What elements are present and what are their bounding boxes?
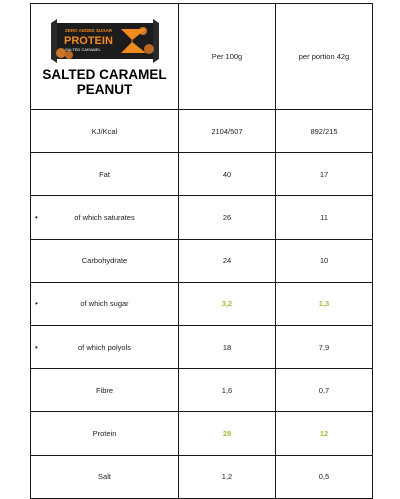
value-per-100g: 26 <box>179 196 276 239</box>
table-row <box>31 325 373 368</box>
value-per-portion: 1,3 <box>276 282 373 325</box>
table-row <box>31 153 373 196</box>
value-per-100g: 28 <box>179 412 276 455</box>
table-row <box>31 196 373 239</box>
row-label: Carbohydrate <box>31 239 179 282</box>
pack-sub-text: SALTED CARAMEL <box>64 46 101 52</box>
value-per-portion: 7,9 <box>276 325 373 368</box>
value-per-100g: 40 <box>179 153 276 196</box>
row-label: KJ/Kcal <box>31 110 179 153</box>
value-per-portion: 0,5 <box>276 455 373 498</box>
column-header-per-100g: Per 100g <box>179 4 276 110</box>
value-per-portion: 892/215 <box>276 110 373 153</box>
pack-main-text: PROTEIN <box>63 34 113 47</box>
row-label: Fibre <box>31 369 179 412</box>
table-row <box>31 110 373 153</box>
table-row <box>31 369 373 412</box>
table-row <box>31 412 373 455</box>
table-row <box>31 282 373 325</box>
pack-top-text: ZERO ADDED SUGAR <box>64 27 112 33</box>
column-header-per-portion: per portion 42g <box>276 4 373 110</box>
protein-bar-image <box>51 19 159 63</box>
value-per-100g: 2104/507 <box>179 110 276 153</box>
row-label: Protein <box>31 412 179 455</box>
bullet-icon: • <box>35 299 38 309</box>
row-label: Salt <box>31 455 179 498</box>
row-label: • of which polyols <box>31 325 179 368</box>
header-row <box>31 4 373 110</box>
value-per-100g: 1,2 <box>179 455 276 498</box>
bullet-icon: • <box>35 342 38 352</box>
value-per-portion: 10 <box>276 239 373 282</box>
value-per-100g: 24 <box>179 239 276 282</box>
table-row <box>31 239 373 282</box>
value-per-portion: 0,7 <box>276 369 373 412</box>
table-row <box>31 455 373 498</box>
product-title: SALTED CARAMEL PEANUT <box>42 66 167 97</box>
product-cell <box>31 4 179 110</box>
value-per-portion: 11 <box>276 196 373 239</box>
row-label: Fat <box>31 153 179 196</box>
value-per-100g: 18 <box>179 325 276 368</box>
bullet-icon: • <box>35 212 38 222</box>
value-per-portion: 12 <box>276 412 373 455</box>
row-label: • of which sugar <box>31 282 179 325</box>
value-per-portion: 17 <box>276 153 373 196</box>
value-per-100g: 1,6 <box>179 369 276 412</box>
value-per-100g: 3,2 <box>179 282 276 325</box>
row-label: • of which saturates <box>31 196 179 239</box>
nutrition-table <box>30 3 373 499</box>
